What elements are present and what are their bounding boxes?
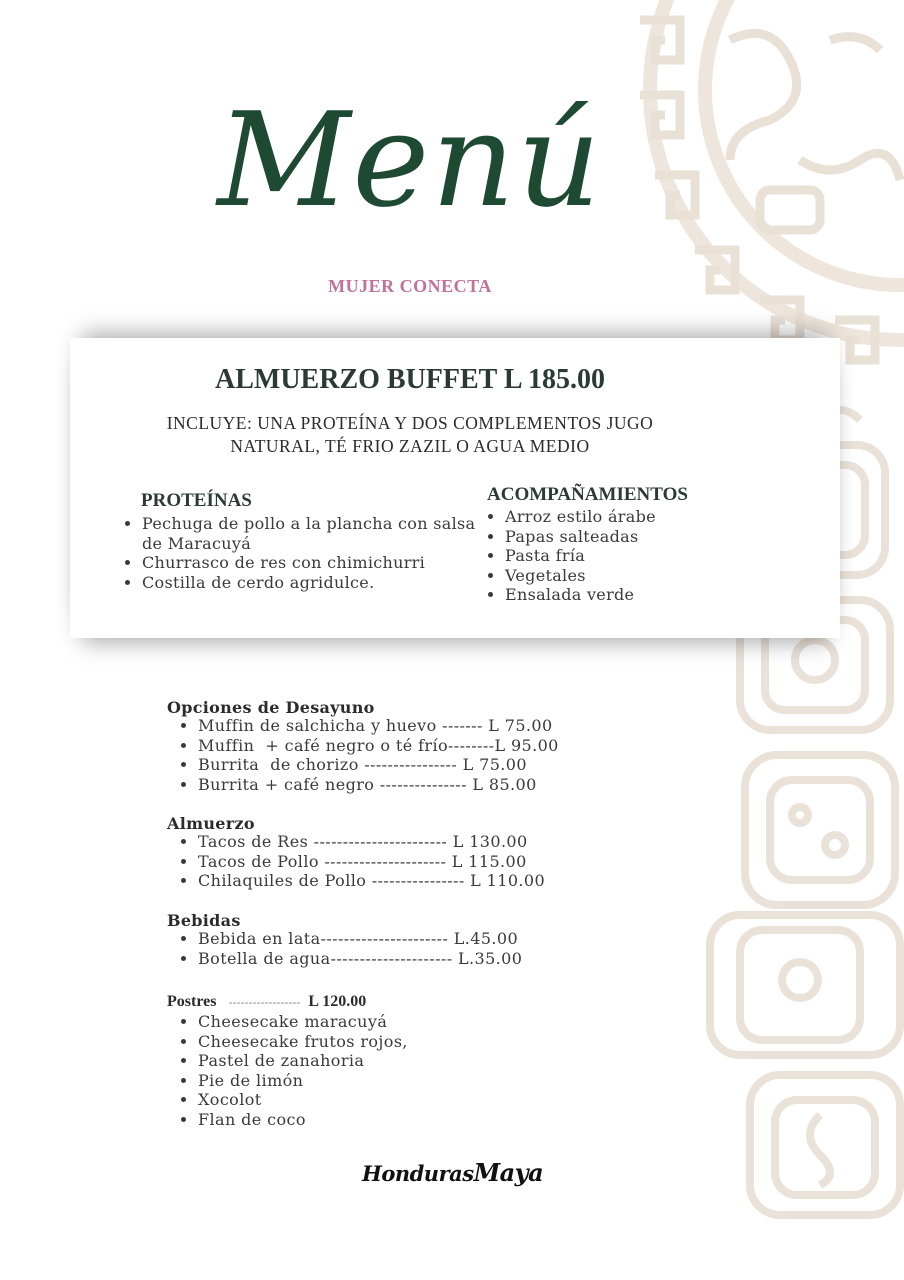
desserts-price: L 120.00 bbox=[308, 993, 367, 1010]
sides-heading: ACOMPAÑAMIENTOS bbox=[487, 484, 688, 505]
list-item: • Pasta fría bbox=[505, 546, 725, 566]
desserts-dashes: ------------------ bbox=[228, 995, 301, 1009]
list-item: • Tacos de Pollo --------------------- L 115.00 bbox=[198, 852, 545, 872]
drinks-list bbox=[178, 929, 522, 968]
event-subtitle: MUJER CONECTA bbox=[328, 276, 492, 296]
list-item: • Chilaquiles de Pollo ---------------- L 110.00 bbox=[198, 871, 545, 891]
drinks-heading: Bebidas bbox=[167, 911, 241, 930]
list-item: • Pastel de zanahoria bbox=[198, 1051, 408, 1071]
desserts-list bbox=[178, 1012, 408, 1129]
list-item: • Muffin + café negro o té frío--------L 95.00 bbox=[198, 736, 559, 756]
proteins-list bbox=[122, 514, 482, 592]
sides-list bbox=[485, 507, 725, 605]
list-item: • Botella de agua--------------------- L.35.00 bbox=[198, 949, 522, 969]
proteins-heading: PROTEÍNAS bbox=[141, 490, 252, 511]
list-item: • Cheesecake frutos rojos, bbox=[198, 1032, 408, 1052]
list-item: • Ensalada verde bbox=[505, 585, 725, 605]
buffet-includes: INCLUYE: UNA PROTEÍNA Y DOS COMPLEMENTOS JUGO NATURAL, TÉ FRIO ZAZIL O AGUA MEDIO bbox=[166, 413, 654, 456]
list-item: • Churrasco de res con chimichurri bbox=[142, 553, 482, 573]
list-item: • Cheesecake maracuyá bbox=[198, 1012, 408, 1032]
lunch-list bbox=[178, 832, 545, 891]
list-item: • Vegetales bbox=[505, 566, 725, 586]
list-item: • Papas salteadas bbox=[505, 527, 725, 547]
desserts-heading: Postres bbox=[167, 993, 217, 1010]
list-item: • Pechuga de pollo a la plancha con salsa de Maracuyá bbox=[142, 514, 482, 553]
breakfast-list bbox=[178, 716, 559, 794]
list-item: • Costilla de cerdo agridulce. bbox=[142, 573, 482, 593]
honduras-maya-logo bbox=[362, 1158, 543, 1187]
lunch-heading: Almuerzo bbox=[167, 814, 255, 833]
list-item: • Tacos de Res ----------------------- L 130.00 bbox=[198, 832, 545, 852]
desserts-heading-line bbox=[167, 993, 366, 1011]
breakfast-heading: Opciones de Desayuno bbox=[167, 698, 375, 717]
list-item: • Arroz estilo árabe bbox=[505, 507, 725, 527]
logo-bold: Maya bbox=[473, 1158, 544, 1187]
list-item: • Burrita de chorizo ---------------- L 75.00 bbox=[198, 755, 559, 775]
list-item: • Pie de limón bbox=[198, 1071, 408, 1091]
list-item: • Muffin de salchicha y huevo ------- L 75.00 bbox=[198, 716, 559, 736]
list-item: • Xocolot bbox=[198, 1090, 408, 1110]
list-item: • Bebida en lata---------------------- L.45.00 bbox=[198, 929, 522, 949]
menu-title: Menú bbox=[217, 84, 603, 236]
buffet-title: ALMUERZO BUFFET L 185.00 bbox=[215, 364, 605, 395]
list-item: • Flan de coco bbox=[198, 1110, 408, 1130]
logo-script: Honduras bbox=[362, 1161, 474, 1186]
list-item: • Burrita + café negro --------------- L 85.00 bbox=[198, 775, 559, 795]
